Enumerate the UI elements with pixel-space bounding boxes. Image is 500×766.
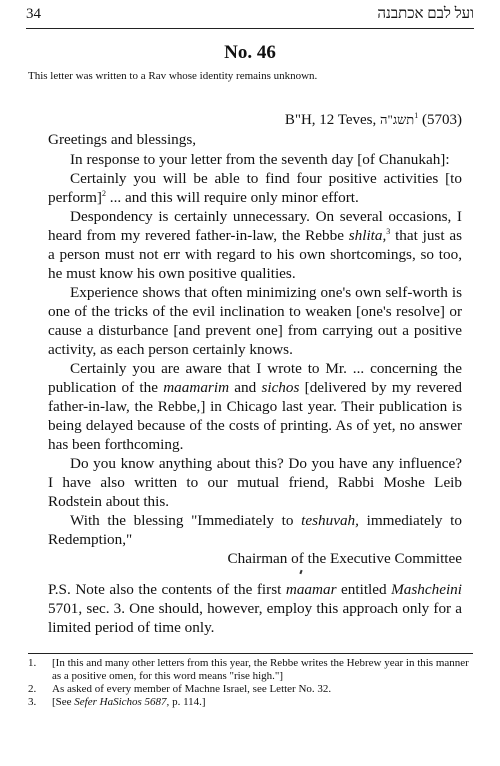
paragraph-6: Do you know anything about this? Do you have any influence? I have also written to our mutual friend, Rabbi Moshe Leib Rodstein about this. (48, 455, 462, 510)
footnote-ref-1: 1 (414, 111, 419, 120)
signature: Chairman of the Executive Committee (227, 550, 462, 567)
paragraph-3 (48, 207, 462, 283)
paragraph-5-italic-2: sichos (261, 379, 300, 396)
footnote-number: 3. (28, 696, 37, 708)
paragraph-2-text-a: Certainly you will be able to find four positive activities [to perform] (48, 170, 462, 206)
footnote-text (52, 696, 473, 709)
paragraph-5 (48, 359, 462, 454)
signature-block (48, 549, 462, 568)
footnote-2 (28, 683, 473, 696)
intro-note: This letter was written to a Rav whose identity remains unknown. (28, 70, 318, 82)
paragraph-5-text-a: Certainly you are aware that I wrote to Mr. ... concerning the publication of the (48, 360, 462, 396)
paragraph-5-text-b: and (229, 379, 262, 396)
footnote-3-post: p. 114.] (169, 696, 206, 708)
dateline-hebrew-year: תשג"ה (380, 112, 415, 127)
footnote-number: 1. (28, 657, 37, 669)
paragraph-5-italic-1: maamarim (163, 379, 230, 396)
postscript-text-a: P.S. Note also the contents of the first (48, 581, 286, 598)
dateline-prefix: B"H, 12 Teves, (284, 112, 381, 128)
paragraph-5-text-c: [delivered by my revered father-in-law, the Rebbe,] in Chicago last year. Their publication is being delayed because of the costs of printing. As of yet, no answer has been forthcoming. (48, 379, 462, 453)
footnote-3-italic: Sefer HaSichos 5687, (74, 696, 170, 708)
footnotes (28, 657, 473, 709)
footnote-1 (28, 657, 473, 683)
ink-mark (299, 570, 302, 574)
paragraph-4: Experience shows that often minimizing one's own self-worth is one of the tricks of the evil inclination to weaken [one's resolve] or cause a disturbance [and prevent one] from carrying out a positive activity, as each person certainly knows. (48, 284, 462, 358)
dateline (285, 112, 462, 129)
paragraph-7-italic: teshuvah, (301, 512, 359, 529)
footnote-text: As asked of every member of Machne Israel, see Letter No. 32. (52, 683, 332, 695)
paragraph-3-text-a: Despondency is certainly unnecessary. On several occasions, I heard from my revered father-in-law, the Rebbe (48, 208, 462, 244)
postscript-italic-2: Mashcheini (391, 581, 462, 598)
paragraph-7-text-b: immediately to Redemption," (48, 512, 462, 548)
paragraph-7 (48, 511, 462, 549)
paragraph-2 (48, 169, 462, 207)
paragraph-1: In response to your letter from the seventh day [of Chanukah]: (70, 151, 450, 168)
paragraph-7-text-a: With the blessing "Immediately to (70, 512, 302, 529)
postscript-text-c: 5701, sec. 3. One should, however, employ this approach only for a limited period of time only. (48, 600, 462, 636)
salutation: Greetings and blessings, (48, 131, 197, 148)
paragraph-2-text-b: ... and this will require only minor effort. (105, 189, 359, 206)
letter-number-heading: No. 46 (224, 42, 276, 63)
postscript-text-b: entitled (336, 581, 392, 598)
footnote-3 (28, 696, 473, 709)
footnote-3-pre: [See (52, 696, 75, 708)
footnote-number: 2. (28, 683, 37, 695)
running-header (26, 4, 474, 29)
letter-body (48, 130, 462, 637)
paragraph-3-text-b: that just as a person must not err with regard to his own shortcomings, so too, he must know his own positive qualities. (48, 227, 462, 282)
dateline-suffix: (5703) (418, 112, 462, 128)
footnote-text: [In this and many other letters from this year, the Rebbe writes the Hebrew year in this manner as a positive omen, for this word means "rise high."] (52, 657, 469, 682)
postscript-italic-1: maamar (285, 581, 337, 598)
running-title: ועל לבם אכתבנה (377, 6, 474, 22)
postscript (48, 580, 462, 637)
paragraph-3-italic: shlita, (348, 227, 387, 244)
footnote-ref-2: 2 (101, 188, 106, 198)
footnote-divider (28, 653, 473, 654)
footnote-ref-3: 3 (386, 226, 391, 236)
page-number: 34 (26, 6, 41, 22)
